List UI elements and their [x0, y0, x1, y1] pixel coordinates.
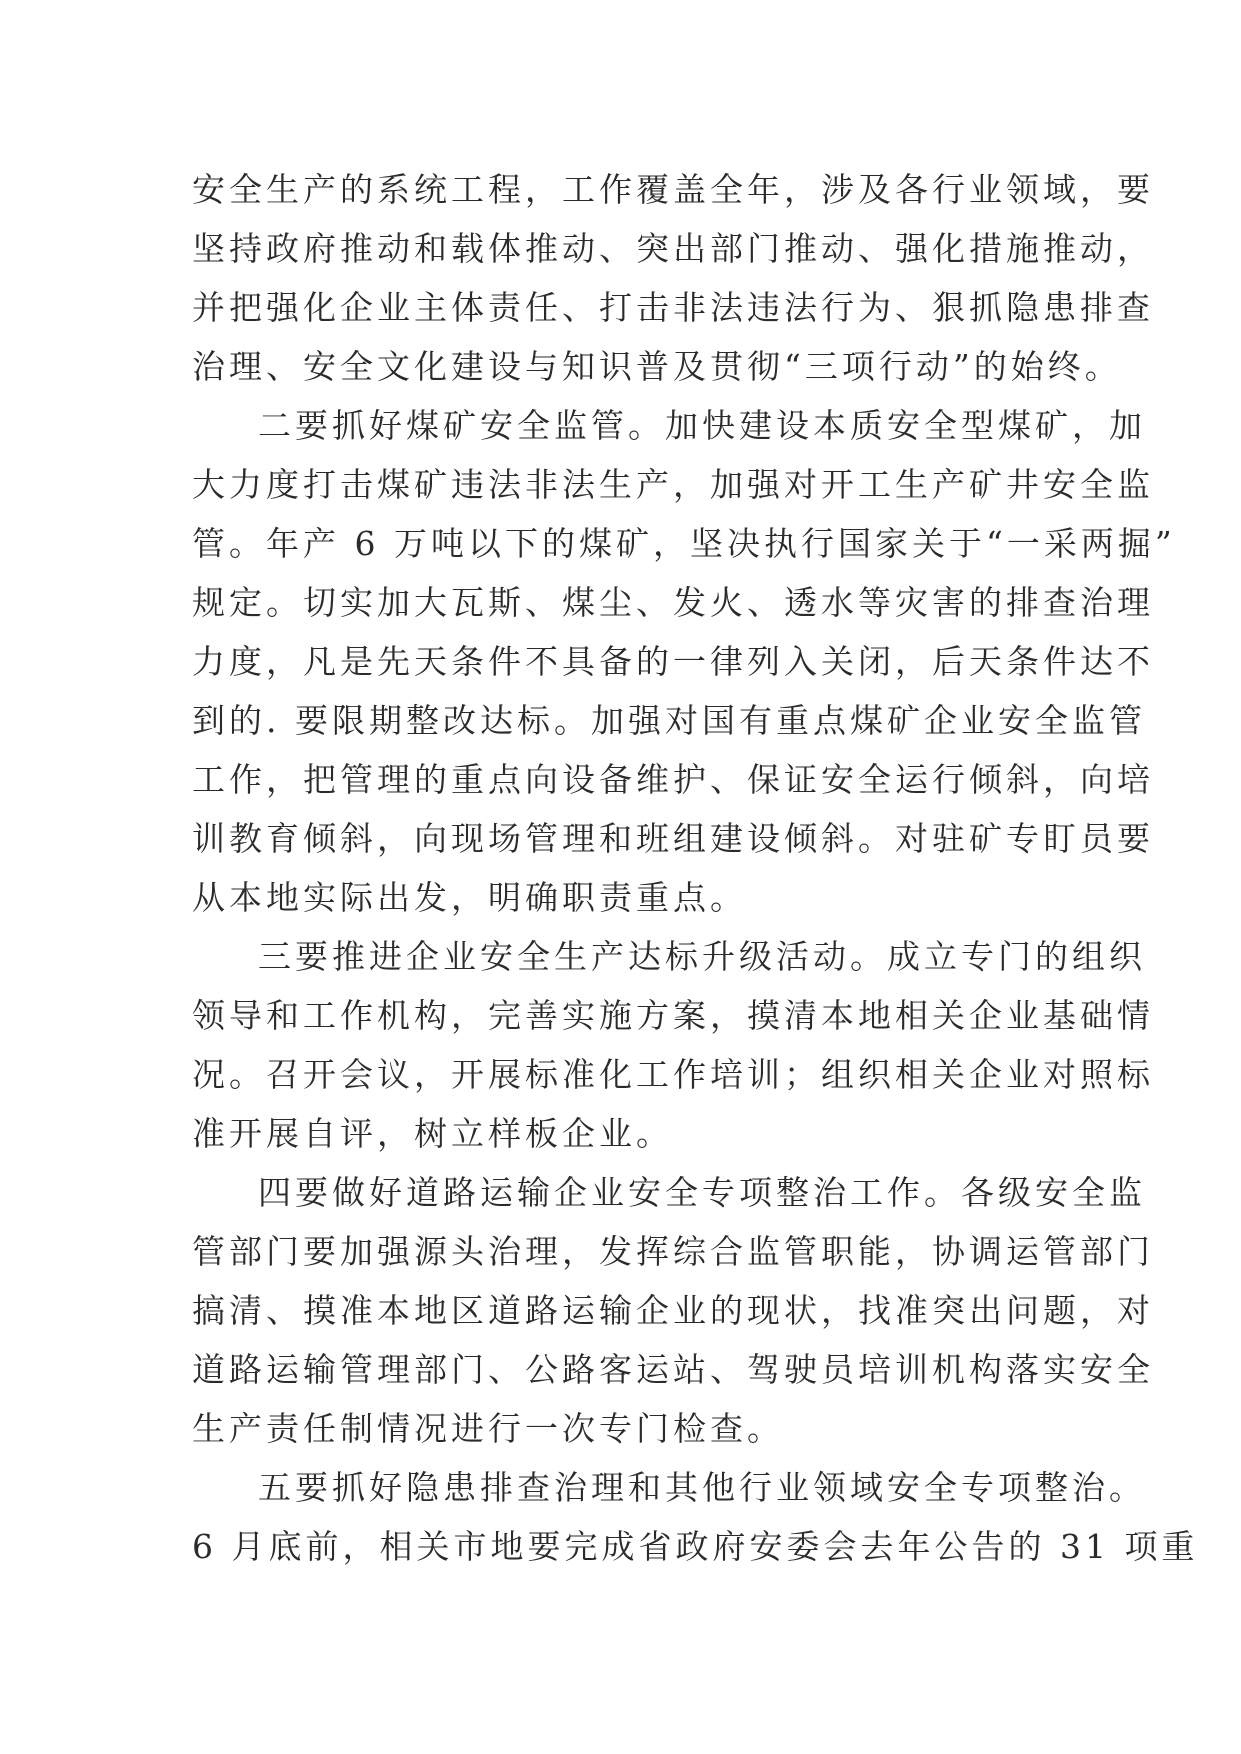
paragraph-point-three [192, 927, 1154, 1163]
text-line: 况。召开会议，开展标准化工作培训；组织相关企业对照标 [192, 1055, 1154, 1094]
paragraph-point-two [192, 396, 1176, 927]
text-line: 准开展自评，树立样板企业。 [192, 1114, 673, 1153]
paragraph-point-five [192, 1458, 1199, 1576]
text-line: 五要抓好隐患排查治理和其他行业领域安全专项整治。 [258, 1468, 1146, 1507]
text-line: 管。年产 6 万吨以下的煤矿，坚决执行国家关于“一采两掘” [192, 524, 1176, 563]
text-line: 训教育倾斜，向现场管理和班组建设倾斜。对驻矿专盯员要 [192, 819, 1154, 858]
text-line: 生产责任制情况进行一次专门检查。 [192, 1409, 784, 1448]
text-line: 到的. 要限期整改达标。加强对国有重点煤矿企业安全监管 [192, 701, 1146, 740]
text-line: 搞清、摸准本地区道路运输企业的现状，找准突出问题，对 [192, 1291, 1154, 1330]
text-line: 安全生产的系统工程，工作覆盖全年，涉及各行业领域，要 [192, 170, 1154, 209]
text-line: 道路运输管理部门、公路客运站、驾驶员培训机构落实安全 [192, 1350, 1154, 1389]
text-line: 治理、安全文化建设与知识普及贯彻“三项行动”的始终。 [192, 347, 1122, 386]
paragraph-point-four [192, 1163, 1154, 1458]
text-line: 三要推进企业安全生产达标升级活动。成立专门的组织 [258, 937, 1146, 976]
paragraph-intro-continuation [192, 160, 1154, 396]
text-line: 工作，把管理的重点向设备维护、保证安全运行倾斜，向培 [192, 760, 1154, 799]
text-line: 坚持政府推动和载体推动、突出部门推动、强化措施推动， [192, 229, 1154, 268]
text-line: 规定。切实加大瓦斯、煤尘、发火、透水等灾害的排查治理 [192, 583, 1154, 622]
text-line: 从本地实际出发，明确职责重点。 [192, 878, 747, 917]
text-line: 四要做好道路运输企业安全专项整治工作。各级安全监 [258, 1173, 1146, 1212]
text-line: 力度，凡是先天条件不具备的一律列入关闭，后天条件达不 [192, 642, 1154, 681]
text-line: 并把强化企业主体责任、打击非法违法行为、狠抓隐患排查 [192, 288, 1154, 327]
text-line: 6 月底前，相关市地要完成省政府安委会去年公告的 31 项重 [192, 1527, 1199, 1566]
text-line: 管部门要加强源头治理，发挥综合监管职能，协调运管部门 [192, 1232, 1154, 1271]
text-line: 领导和工作机构，完善实施方案，摸清本地相关企业基础情 [192, 996, 1154, 1035]
document-body [192, 160, 1199, 1576]
text-line: 大力度打击煤矿违法非法生产，加强对开工生产矿井安全监 [192, 465, 1154, 504]
text-line: 二要抓好煤矿安全监管。加快建设本质安全型煤矿，加 [258, 406, 1146, 445]
